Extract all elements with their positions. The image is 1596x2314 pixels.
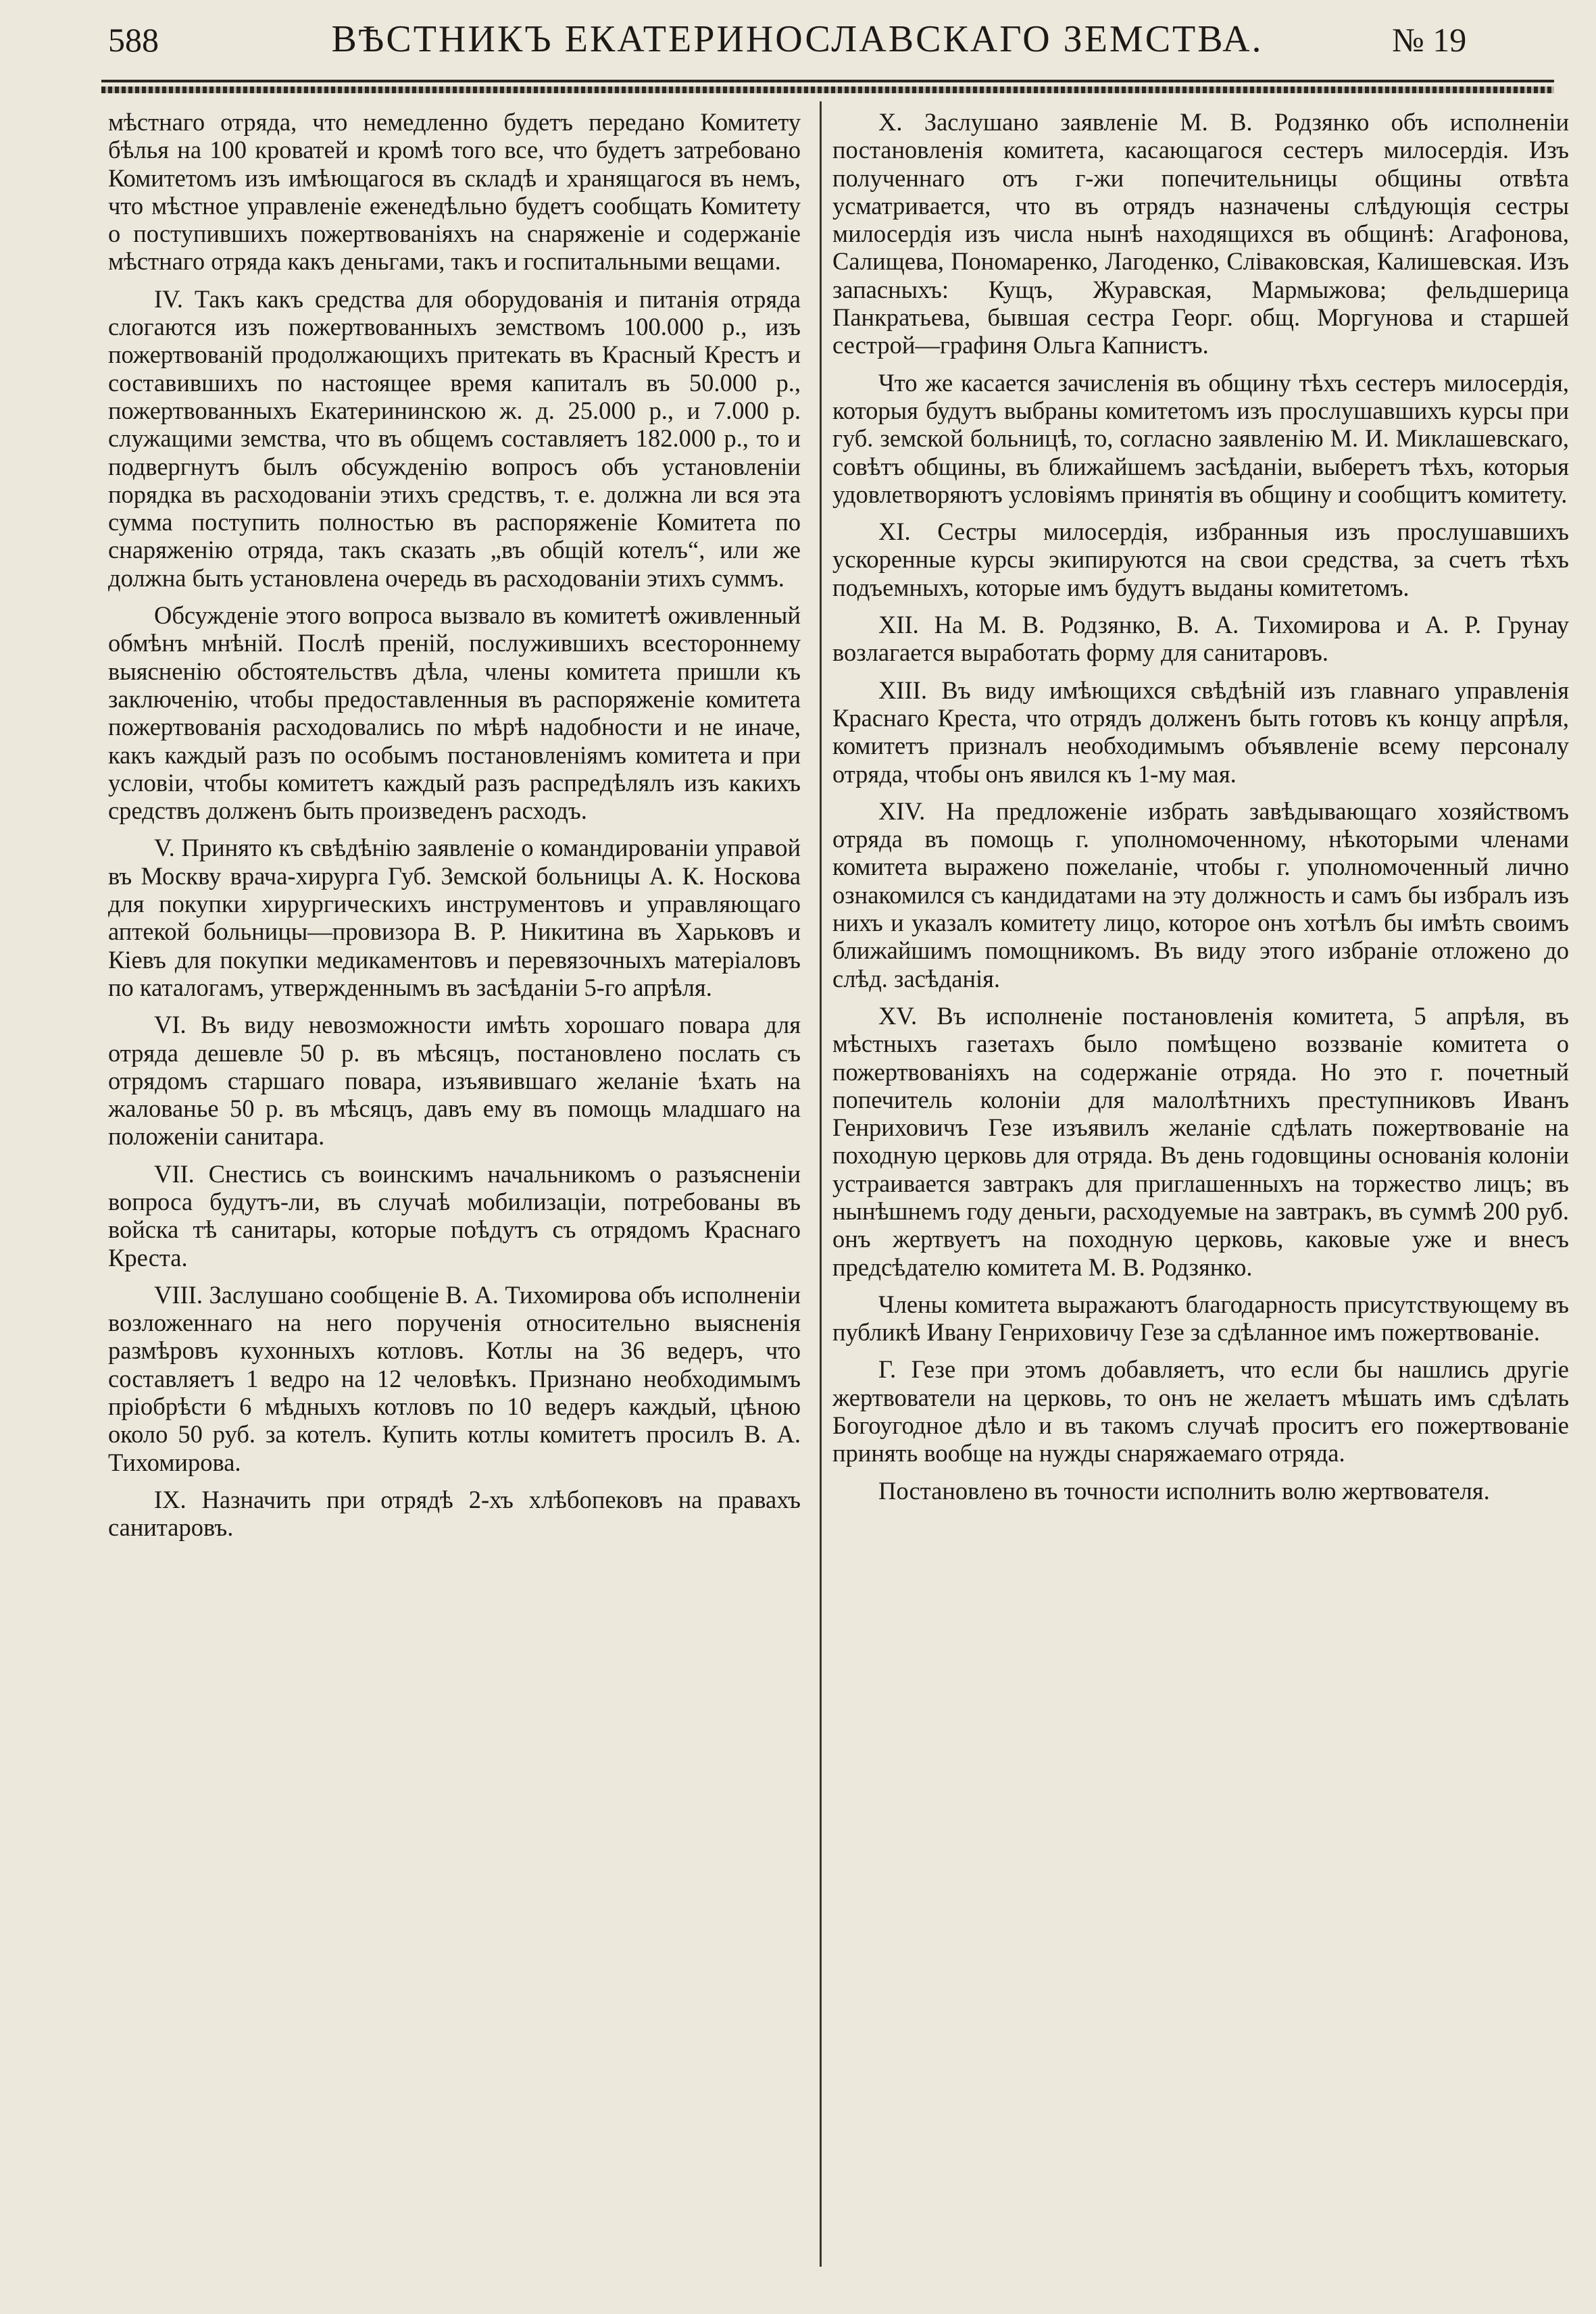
paragraph: XI. Сестры милосердія, избранныя изъ прослушавшихъ ускоренные курсы экипируются на свои средства, за счетъ тѣхъ подъемныхъ, которые имъ будутъ выданы комитетомъ. <box>832 518 1569 601</box>
page-header <box>0 0 1596 95</box>
paragraph: XIV. На предложеніе избрать завѣдывающаго хозяйствомъ отряда въ помощь г. уполномоченному, нѣкоторыми членами комитета выражено пожеланіе, чтобы г. уполномоченный лично ознакомился съ кандидатами на эту должность и самъ бы избралъ изъ нихъ и указалъ комитету лицо, которое онъ хотѣлъ бы имѣть своимъ ближайшимъ помощникомъ. Въ виду этого избраніе отложено до слѣд. засѣданія. <box>832 797 1569 992</box>
paragraph: XV. Въ исполненіе постановленія комитета, 5 апрѣля, въ мѣстныхъ газетахъ было помѣщено воззваніе комитета о пожертвованіяхъ на содержаніе отряда. Но это г. почетный попечитель колоніи для малолѣтнихъ преступниковъ Иванъ Генриховичъ Гезе изъявилъ желаніе сдѣлать пожертвованіе на походную церковь для отряда. Въ день годовщины основанія колоніи устраивается завтракъ для приглашенныхъ на торжество лицъ; въ нынѣшнемъ году деньги, расходуемые на завтракъ, въ суммѣ 200 руб. онъ жертвуетъ на походную церковь, каковые уже и внесъ предсѣдателю комитета М. В. Родзянко. <box>832 1001 1569 1281</box>
paragraph: Г. Гезе при этомъ добавляетъ, что если бы нашлись другіе жертвователи на церковь, то онъ не желаетъ мѣшать имъ сдѣлать Богоугодное дѣло и въ такомъ случаѣ проситъ его пожертвованіе принять вообще на нужды снаряжаемаго отряда. <box>832 1355 1569 1467</box>
paragraph: VII. Снестись съ воинскимъ начальникомъ о разъясненіи вопроса будутъ-ли, въ случаѣ мобилизаціи, потребованы въ войска тѣ санитары, которые поѣдутъ съ отрядомъ Краснаго Креста. <box>108 1159 801 1272</box>
paragraph: VIII. Заслушано сообщеніе В. А. Тихомирова объ исполненіи возложеннаго на него порученія относительно выясненія размѣровъ кухонныхъ котловъ. Котлы на 36 ведеръ, что составляетъ 1 ведро на 12 человѣкъ. Признано необходимымъ пріобрѣсти 6 мѣдныхъ котловъ по 10 ведеръ каждый, цѣною около 50 руб. за котелъ. Купить котлы комитетъ просилъ В. А. Тихомирова. <box>108 1280 801 1476</box>
right-column <box>832 108 1569 1514</box>
left-column <box>108 108 801 1551</box>
paragraph: Постановлено въ точности исполнить волю жертвователя. <box>878 1476 1490 1505</box>
paragraph: XII. На М. В. Родзянко, В. А. Тихомирова и А. Р. Грунау возлагается выработать форму для санитаровъ. <box>832 611 1569 667</box>
paragraph: XIII. Въ виду имѣющихся свѣдѣній изъ главнаго управленія Краснаго Креста, что отрядъ долженъ быть готовъ къ концу апрѣля, комитетъ призналъ необходимымъ объявленіе всему персоналу отряда, чтобы онъ явился къ 1-му мая. <box>832 676 1569 788</box>
paragraph: IV. Такъ какъ средства для оборудованія и питанія отряда слогаются изъ пожертвованныхъ земствомъ 100.000 р., изъ пожертвованій продолжающихъ притекать въ Красный Крестъ и составившихъ по настоящее время капиталъ въ 50.000 р., пожертвованныхъ Екатерининскою ж. д. 25.000 р., и 7.000 р. служащими земства, что въ общемъ составляетъ 182.000 р., то и подвергнутъ былъ обсужденію вопросъ объ установленіи порядка въ расходованіи этихъ средствъ, т. е. должна ли вся эта сумма поступить полностью въ распоряженіе Комитета по снаряженію отряда, такъ сказать „въ общій котелъ“, или же должна быть установлена очередь въ расходованіи этихъ суммъ. <box>108 284 801 592</box>
paragraph: IX. Назначить при отрядѣ 2-хъ хлѣбопековъ на правахъ санитаровъ. <box>108 1485 801 1542</box>
paragraph: Члены комитета выражаютъ благодарность присутствующему въ публикѣ Ивану Генриховичу Гезе за сдѣланное имъ пожертвованіе. <box>832 1290 1569 1347</box>
paragraph: Что же касается зачисленія въ общину тѣхъ сестеръ милосердія, которыя будутъ выбраны комитетомъ изъ прослушавшихъ курсы при губ. земской больницѣ, то, согласно заявленію М. И. Миклашевскаго, совѣтъ общины, въ ближайшемъ засѣданіи, выберетъ тѣхъ, которыя удовлетворяютъ условіямъ принятія въ общину и сообщитъ комитету. <box>832 368 1569 508</box>
header-ornament-rule <box>101 86 1554 93</box>
paragraph: VI. Въ виду невозможности имѣть хорошаго повара для отряда дешевле 50 р. въ мѣсяцъ, постановлено послать съ отрядомъ старшаго повара, изъявившаго желаніе ѣхать на жалованье 50 р. въ мѣсяцъ, давъ ему въ помощь младшаго на положеніи санитара. <box>108 1011 801 1151</box>
journal-title: ВѢСТНИКЪ ЕКАТЕРИНОСЛАВСКАГО ЗЕМСТВА. <box>331 18 1264 60</box>
header-rule <box>101 80 1554 82</box>
paragraph: Обсужденіе этого вопроса вызвало въ комитетѣ оживленный обмѣнъ мнѣній. Послѣ преній, послужившихъ всестороннему выясненію обстоятельствъ дѣла, члены комитета пришли къ заключенію, чтобы предоставленныя въ распоряженіе комитета пожертвованія расходовались по мѣрѣ надобности и не иначе, какъ каждый разъ по особымъ постановленіямъ комитета и при условіи, чтобы комитетъ каждый разъ распредѣлялъ изъ какихъ средствъ долженъ быть произведенъ расходъ. <box>108 601 801 825</box>
page-number: 588 <box>108 21 159 59</box>
paragraph: мѣстнаго отряда, что немедленно будетъ передано Комитету бѣлья на 100 кроватей и кромѣ того все, что будетъ затребовано Комитетомъ изъ имѣющагося въ складѣ и хранящагося въ немъ, что мѣстное управленіе еженедѣльно будетъ сообщать Комитету о поступившихъ пожертвованіяхъ на снаряженіе и содержаніе мѣстнаго отряда какъ деньгами, такъ и госпитальными вещами. <box>108 108 801 276</box>
column-divider <box>820 101 822 2267</box>
issue-number: № 19 <box>1392 21 1467 59</box>
paragraph: V. Принято къ свѣдѣнію заявленіе о командированіи управой въ Москву врача-хирурга Губ. Земской больницы А. К. Носкова для покупки хирургическихъ инструментовъ и управляющаго аптекой больницы—провизора В. Р. Никитина въ Харьковъ и Кіевъ для покупки медикаментовъ и перевязочныхъ матеріаловъ по каталогамъ, утвержденнымъ въ засѣданіи 5-го апрѣля. <box>108 834 801 1001</box>
paragraph: X. Заслушано заявленіе М. В. Родзянко объ исполненіи постановленія комитета, касающагося сестеръ милосердія. Изъ полученнаго отъ г-жи попечительницы общины отвѣта усматривается, что въ отрядъ назначены слѣдующія сестры милосердія изъ числа нынѣ находящихся въ общинѣ: Агафонова, Салищева, Пономаренко, Лагоденко, Сліваковская, Калишевская. Изъ запасныхъ: Кущъ, Журавская, Мармыжова; фельдшерица Панкратьева, бывшая сестра Георг. общ. Моргунова и старшей сестрой—графиня Ольга Капнистъ. <box>832 108 1569 359</box>
